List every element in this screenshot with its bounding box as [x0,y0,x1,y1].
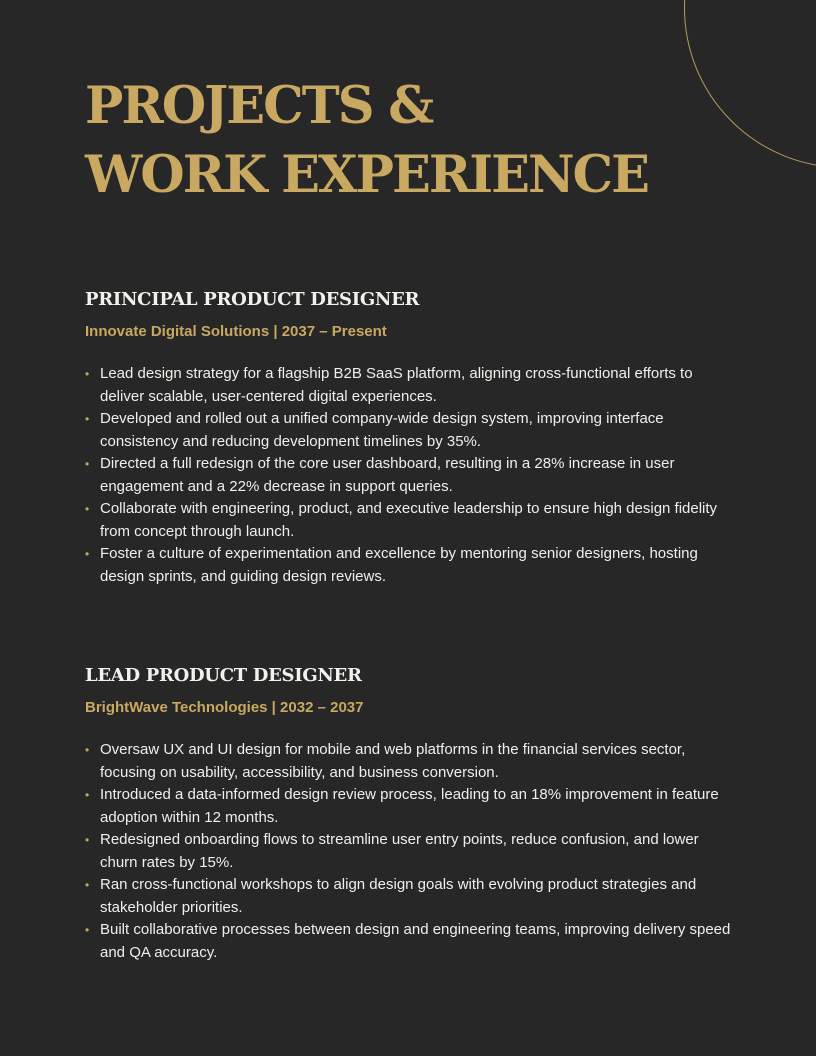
bullet-text: Redesigned onboarding flows to streamline user entry points, reduce confusion, and lower churn rates by 15%. [100,831,699,871]
list-item [85,543,735,588]
list-item [85,408,735,453]
job-title: LEAD PRODUCT DESIGNER [85,665,362,686]
job-section-lead [85,664,735,964]
bullet-dot-icon: • [85,547,90,561]
bullet-dot-icon: • [85,502,90,516]
list-item [85,453,735,498]
bullet-dot-icon: • [85,878,90,892]
page-title-line-1: PROJECTS & [85,76,433,136]
job-bullet-list [85,739,735,964]
bullet-dot-icon: • [85,457,90,471]
bullet-text: Introduced a data-informed design review process, leading to an 18% improvement in feature adoption within 12 months. [100,786,719,826]
bullet-text: Oversaw UX and UI design for mobile and web platforms in the financial services sector, focusing on usability, accessibility, and business conversion. [100,741,686,781]
job-company-dates: BrightWave Technologies | 2032 – 2037 [85,699,364,716]
page-title-line-2: WORK EXPERIENCE [85,145,649,205]
list-item [85,784,735,829]
bullet-dot-icon: • [85,367,90,381]
job-section-principal [85,288,735,588]
decorative-circle [684,0,816,168]
list-item [85,829,735,874]
job-bullet-list [85,363,735,588]
job-company-dates: Innovate Digital Solutions | 2037 – Present [85,323,387,340]
job-title: PRINCIPAL PRODUCT DESIGNER [85,289,420,310]
list-item [85,363,735,408]
page-title [85,72,648,210]
bullet-text: Foster a culture of experimentation and excellence by mentoring senior designers, hosting design sprints, and guiding design reviews. [100,545,698,585]
bullet-dot-icon: • [85,743,90,757]
bullet-dot-icon: • [85,923,90,937]
list-item [85,739,735,784]
bullet-text: Built collaborative processes between design and engineering teams, improving delivery speed and QA accuracy. [100,921,731,961]
bullet-text: Collaborate with engineering, product, and executive leadership to ensure high design fidelity from concept through launch. [100,500,718,540]
bullet-text: Developed and rolled out a unified company-wide design system, improving interface consistency and reducing development timelines by 35%. [100,410,664,450]
list-item [85,874,735,919]
bullet-text: Directed a full redesign of the core user dashboard, resulting in a 28% increase in user engagement and a 22% decrease in support queries. [100,455,675,495]
list-item [85,919,735,964]
bullet-dot-icon: • [85,412,90,426]
bullet-dot-icon: • [85,833,90,847]
bullet-dot-icon: • [85,788,90,802]
bullet-text: Ran cross-functional workshops to align design goals with evolving product strategies and stakeholder priorities. [100,876,697,916]
bullet-text: Lead design strategy for a flagship B2B SaaS platform, aligning cross-functional efforts to deliver scalable, user-centered digital experiences. [100,365,693,405]
list-item [85,498,735,543]
